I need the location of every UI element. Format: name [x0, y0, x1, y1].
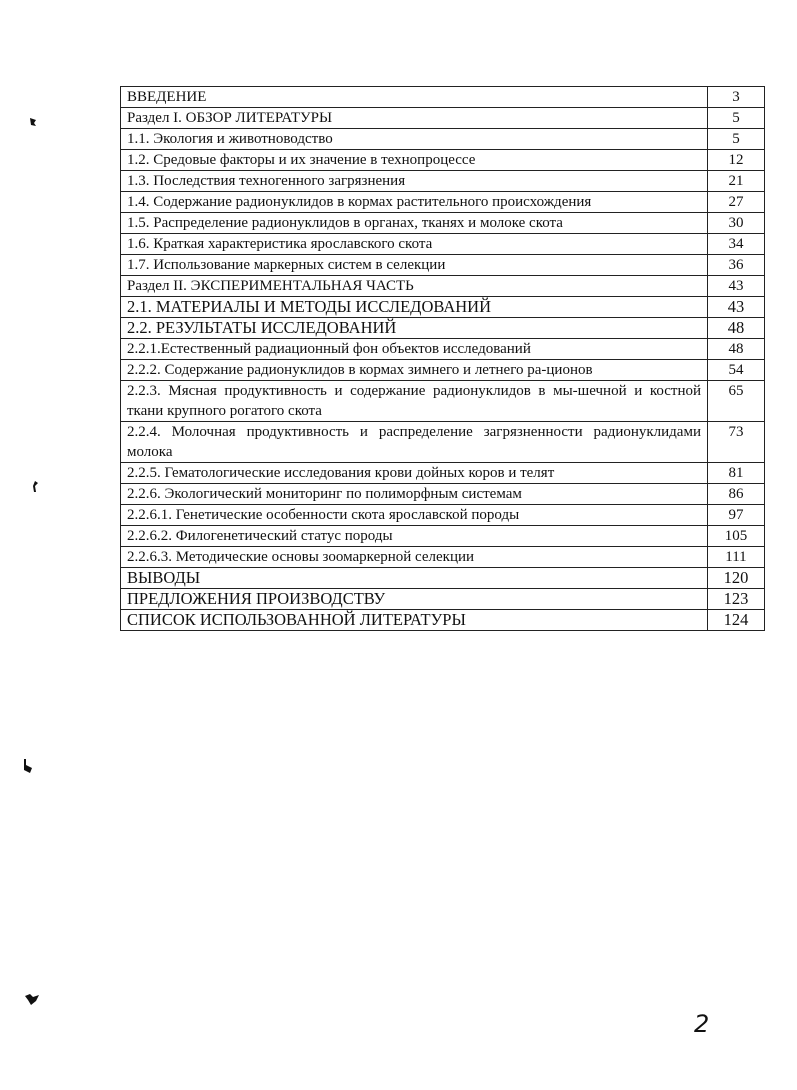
toc-row [121, 547, 765, 568]
toc-row [121, 381, 765, 422]
toc-entry-title [121, 297, 708, 318]
toc-entry-page: 65 [708, 381, 765, 422]
toc-entry-page: 86 [708, 484, 765, 505]
toc-row [121, 360, 765, 381]
toc-entry-title [121, 213, 708, 234]
toc-entry-page: 5 [708, 129, 765, 150]
toc-body [121, 87, 765, 631]
toc-entry-page: 54 [708, 360, 765, 381]
page-number: 2 [694, 1010, 710, 1038]
toc-entry-text: Раздел II. ЭКСПЕРИМЕНТАЛЬНАЯ ЧАСТЬ [127, 278, 414, 294]
toc-row [121, 484, 765, 505]
toc-entry-text: 2.2.1.Естественный радиационный фон объектов исследований [127, 341, 531, 357]
toc-row [121, 589, 765, 610]
toc-entry-title [121, 505, 708, 526]
toc-entry-text: СПИСОК ИСПОЛЬЗОВАННОЙ ЛИТЕРАТУРЫ [127, 610, 466, 629]
toc-entry-title [121, 276, 708, 297]
toc-entry-title [121, 526, 708, 547]
toc-entry-page: 97 [708, 505, 765, 526]
scan-mark-icon [28, 116, 38, 128]
toc-entry-title [121, 484, 708, 505]
toc-row [121, 339, 765, 360]
toc-entry-text: 2.2.4. Молочная продуктивность и распределение загрязненности радионуклидами молока [127, 424, 701, 460]
toc-entry-page: 5 [708, 108, 765, 129]
toc-entry-page: 43 [708, 276, 765, 297]
toc-row [121, 108, 765, 129]
toc-entry-title [121, 234, 708, 255]
toc-entry-text: 2.2.6.3. Методические основы зоомаркерной селекции [127, 549, 475, 565]
toc-entry-text: 1.1. Экология и животноводство [127, 131, 333, 147]
toc-entry-text: 1.7. Использование маркерных систем в селекции [127, 257, 446, 273]
toc-entry-title [121, 87, 708, 108]
toc-row [121, 276, 765, 297]
toc-entry-title [121, 610, 708, 631]
scan-mark-icon [30, 480, 40, 492]
toc-entry-page: 36 [708, 255, 765, 276]
toc-entry-text: 1.6. Краткая характеристика ярославского скота [127, 236, 433, 252]
toc-row [121, 318, 765, 339]
toc-row [121, 129, 765, 150]
toc-entry-title [121, 129, 708, 150]
toc-entry-text: 2.2.5. Гематологические исследования крови дойных коров и телят [127, 465, 555, 481]
toc-entry-page: 124 [708, 610, 765, 631]
toc-entry-page: 120 [708, 568, 765, 589]
toc-entry-title [121, 108, 708, 129]
toc-entry-title [121, 422, 708, 463]
toc-entry-page: 73 [708, 422, 765, 463]
toc-entry-page: 3 [708, 87, 765, 108]
toc-entry-text: Раздел I. ОБЗОР ЛИТЕРАТУРЫ [127, 110, 333, 126]
toc-row [121, 150, 765, 171]
toc-entry-text: 2.2. РЕЗУЛЬТАТЫ ИССЛЕДОВАНИЙ [127, 318, 397, 337]
toc-entry-title [121, 171, 708, 192]
toc-entry-title [121, 568, 708, 589]
toc-entry-title [121, 318, 708, 339]
toc-row [121, 234, 765, 255]
toc-entry-page: 12 [708, 150, 765, 171]
toc-entry-title [121, 192, 708, 213]
toc-entry-text: 1.5. Распределение радионуклидов в органах, тканях и молоке скота [127, 215, 563, 231]
toc-entry-page: 27 [708, 192, 765, 213]
toc-entry-page: 48 [708, 318, 765, 339]
toc-entry-text: 2.1. МАТЕРИАЛЫ И МЕТОДЫ ИССЛЕДОВАНИЙ [127, 297, 491, 316]
toc-entry-title [121, 150, 708, 171]
toc-row [121, 568, 765, 589]
toc-entry-page: 48 [708, 339, 765, 360]
toc-entry-text: 2.2.3. Мясная продуктивность и содержание радионуклидов в мы-шечной и костной ткани крупного рогатого скота [127, 383, 701, 419]
toc-entry-page: 43 [708, 297, 765, 318]
toc-row [121, 213, 765, 234]
toc-entry-page: 34 [708, 234, 765, 255]
toc-entry-text: 2.2.2. Содержание радионуклидов в кормах зимнего и летнего ра-ционов [127, 362, 593, 378]
toc-row [121, 87, 765, 108]
toc-entry-text: ВВЕДЕНИЕ [127, 89, 207, 105]
toc-entry-title [121, 255, 708, 276]
toc-row [121, 505, 765, 526]
toc-row [121, 422, 765, 463]
toc-entry-text: ПРЕДЛОЖЕНИЯ ПРОИЗВОДСТВУ [127, 589, 386, 608]
toc-row [121, 255, 765, 276]
toc-row [121, 463, 765, 484]
toc-entry-title [121, 339, 708, 360]
toc-entry-title [121, 360, 708, 381]
toc-entry-page: 81 [708, 463, 765, 484]
toc-entry-text: 2.2.6.2. Филогенетический статус породы [127, 528, 393, 544]
toc-entry-text: 1.2. Средовые факторы и их значение в технопроцессе [127, 152, 476, 168]
toc-row [121, 171, 765, 192]
scan-mark-icon [22, 758, 32, 770]
toc-entry-page: 105 [708, 526, 765, 547]
toc-entry-title [121, 589, 708, 610]
scan-mark-icon [24, 992, 34, 1004]
toc-row [121, 610, 765, 631]
toc-row [121, 297, 765, 318]
toc-entry-text: 2.2.6.1. Генетические особенности скота ярославской породы [127, 507, 520, 523]
toc-entry-page: 21 [708, 171, 765, 192]
toc-entry-text: 1.3. Последствия техногенного загрязнения [127, 173, 406, 189]
table-of-contents [120, 86, 765, 631]
toc-row [121, 192, 765, 213]
toc-entry-title [121, 381, 708, 422]
toc-entry-title [121, 547, 708, 568]
toc-row [121, 526, 765, 547]
toc-entry-text: 2.2.6. Экологический мониторинг по полиморфным системам [127, 486, 522, 502]
toc-entry-page: 30 [708, 213, 765, 234]
toc-entry-page: 111 [708, 547, 765, 568]
toc-entry-text: ВЫВОДЫ [127, 568, 201, 587]
toc-entry-text: 1.4. Содержание радионуклидов в кормах растительного происхождения [127, 194, 592, 210]
toc-entry-page: 123 [708, 589, 765, 610]
toc-entry-title [121, 463, 708, 484]
